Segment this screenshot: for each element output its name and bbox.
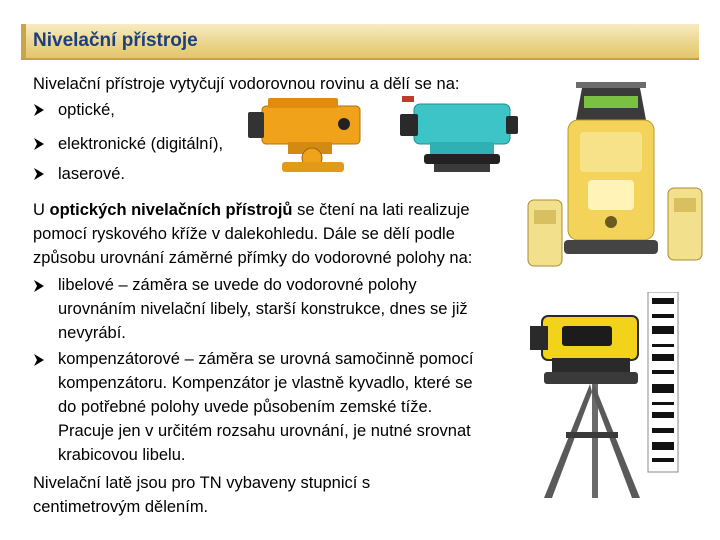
arrow-bullet-icon xyxy=(33,137,45,151)
paragraph-line: U optických nivelačních přístrojů se čtení na lati realizuje xyxy=(33,201,470,219)
paragraph-line: pomocí ryskového kříže v dalekohledu. Dále se dělí podle xyxy=(33,225,455,243)
level-instrument-yellow-image xyxy=(248,92,372,177)
title-bar-edge xyxy=(21,24,26,58)
closing-line: centimetrovým dělením. xyxy=(33,498,209,516)
arrow-bullet-icon xyxy=(33,279,45,293)
subtype-line: do potřebné polohy uvede působením zemské tíže. xyxy=(58,398,433,416)
subtype-line: libelové – záměra se uvede do vodorovné polohy xyxy=(58,276,417,294)
slide-title: Nivelační přístroje xyxy=(33,30,198,51)
title-bar xyxy=(21,24,699,60)
intro-text: Nivelační přístroje vytyčují vodorovnou rovinu a dělí se na: xyxy=(33,75,460,93)
subtype-line: nevyrábí. xyxy=(58,324,126,342)
type-item-electronic: elektronické (digitální), xyxy=(58,135,224,153)
arrow-bullet-icon xyxy=(33,353,45,367)
subtype-line: urovnáním nivelační libely, starší konstrukce, dnes se již xyxy=(58,300,468,318)
arrow-bullet-icon xyxy=(33,103,45,117)
level-instrument-teal-image xyxy=(400,90,520,175)
subtype-line: kompenzátoru. Kompenzátor je vlastně kyvadlo, které se xyxy=(58,374,473,392)
type-item-optical: optické, xyxy=(58,101,115,119)
subtype-line: krabicovou libelu. xyxy=(58,446,186,464)
rotating-laser-level-image xyxy=(526,80,706,270)
subtype-line: Pracuje jen v určitém rozsahu urovnání, je nutné srovnat xyxy=(58,422,471,440)
subtype-line: kompenzátorové – záměra se urovná samočinně pomocí xyxy=(58,350,474,368)
paragraph-line: způsobu urovnání záměrné přímky do vodorovné polohy na: xyxy=(33,249,473,267)
type-item-laser: laserové. xyxy=(58,165,125,183)
arrow-bullet-icon xyxy=(33,167,45,181)
closing-line: Nivelační latě jsou pro TN vybaveny stupnicí s xyxy=(33,474,371,492)
emphasis-text: optických nivelačních přístrojů xyxy=(49,201,293,219)
digital-level-on-tripod-image xyxy=(522,292,714,500)
